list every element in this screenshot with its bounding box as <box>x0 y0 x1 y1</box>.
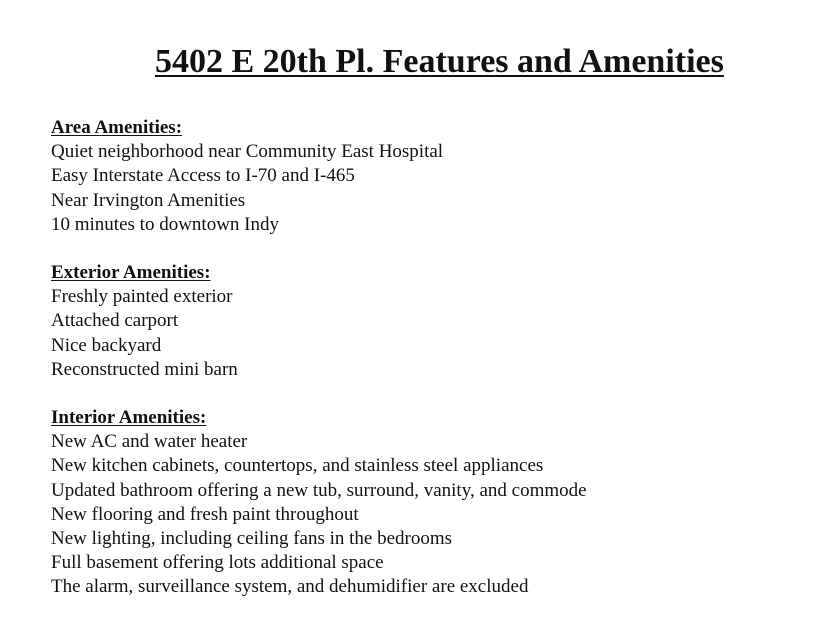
page-title: 5402 E 20th Pl. Features and Amenities <box>155 43 724 80</box>
amenity-list <box>51 430 587 599</box>
list-item: Updated bathroom offering a new tub, surround, vanity, and commode <box>51 479 587 501</box>
list-item: Near Irvington Amenities <box>51 189 246 211</box>
list-item: Full basement offering lots additional space <box>51 552 384 574</box>
list-item: Nice backyard <box>51 334 162 356</box>
list-item: Attached carport <box>51 310 179 332</box>
list-item: Easy Interstate Access to I-70 and I-465 <box>51 165 355 187</box>
list-item: 10 minutes to downtown Indy <box>51 213 279 235</box>
section-heading: Exterior Amenities: <box>51 262 211 283</box>
section-area-amenities <box>51 116 443 237</box>
list-item: Quiet neighborhood near Community East Hospital <box>51 141 444 163</box>
section-interior-amenities <box>51 406 587 600</box>
list-item: New AC and water heater <box>51 431 248 453</box>
list-item: Reconstructed mini barn <box>51 358 238 380</box>
list-item: New flooring and fresh paint throughout <box>51 503 359 525</box>
section-heading: Interior Amenities: <box>51 407 207 428</box>
list-item: Freshly painted exterior <box>51 286 233 308</box>
list-item: New lighting, including ceiling fans in the bedrooms <box>51 528 453 550</box>
list-item: New kitchen cabinets, countertops, and stainless steel appliances <box>51 455 544 477</box>
amenity-list <box>51 285 238 382</box>
list-item: The alarm, surveillance system, and dehumidifier are excluded <box>51 576 529 598</box>
section-exterior-amenities <box>51 261 238 382</box>
section-heading: Area Amenities: <box>51 117 183 138</box>
amenity-list <box>51 140 443 237</box>
